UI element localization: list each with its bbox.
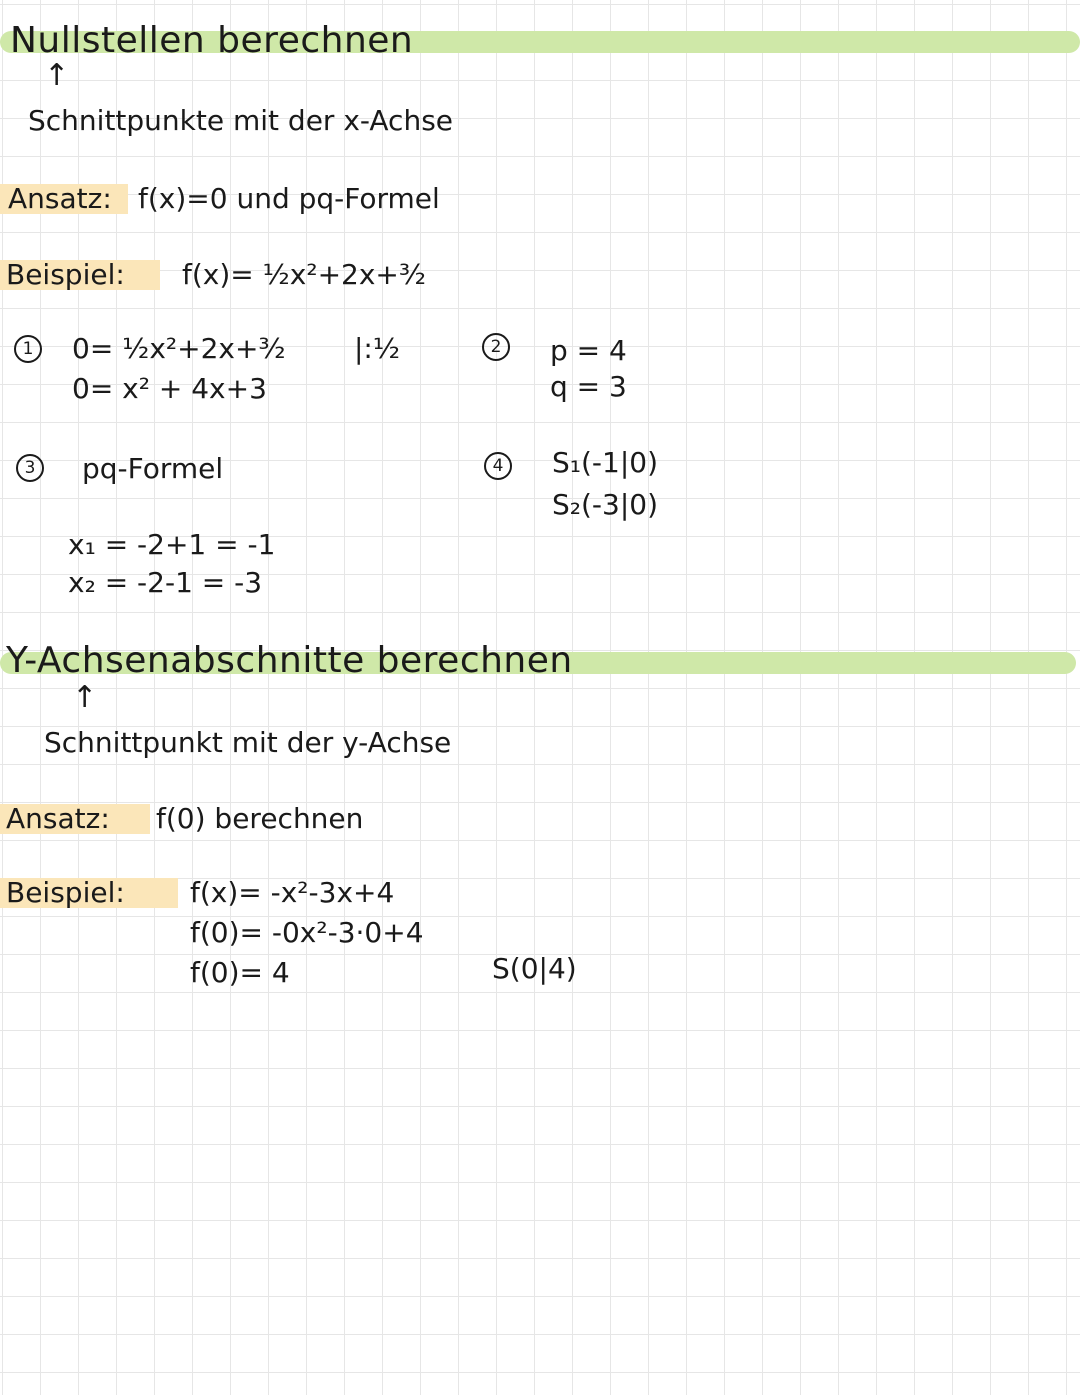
step4-point-1: S₁(-1|0) xyxy=(552,446,659,479)
example2-line2: f(0)= -0x²-3·0+4 xyxy=(190,916,424,949)
step4-point-2: S₂(-3|0) xyxy=(552,488,659,521)
step2-p: p = 4 xyxy=(550,334,627,367)
step3-x1: x₁ = -2+1 = -1 xyxy=(68,528,276,561)
step1-equation-2: 0= x² + 4x+3 xyxy=(72,372,267,405)
up-arrow-icon-2: ↑ xyxy=(72,680,98,715)
step-number-2: 2 xyxy=(482,333,510,361)
section-heading-y-achse: Y-Achsenabschnitte berechnen xyxy=(6,640,573,681)
step3-x2: x₂ = -2-1 = -3 xyxy=(68,566,263,599)
beispiel-label-2: Beispiel: xyxy=(6,876,125,909)
example-function: f(x)= ½x²+2x+³⁄₂ xyxy=(182,258,427,291)
up-arrow-icon: ↑ xyxy=(44,58,70,93)
example2-line3: f(0)= 4 xyxy=(190,956,290,989)
ansatz-label-2: Ansatz: xyxy=(6,802,110,835)
step1-operation: |:½ xyxy=(354,332,401,365)
section-heading-nullstellen: Nullstellen berechnen xyxy=(10,20,414,61)
ansatz-text-2: f(0) berechnen xyxy=(156,802,364,835)
step2-q: q = 3 xyxy=(550,370,627,403)
step-number-3: 3 xyxy=(16,454,44,482)
beispiel-label: Beispiel: xyxy=(6,258,125,291)
step-number-4: 4 xyxy=(484,452,512,480)
step1-equation: 0= ½x²+2x+³⁄₂ xyxy=(72,332,286,365)
subtitle-x-achse: Schnittpunkte mit der x-Achse xyxy=(28,104,454,137)
ansatz-text: f(x)=0 und pq-Formel xyxy=(138,182,440,215)
ansatz-label: Ansatz: xyxy=(8,182,112,215)
step-number-1: 1 xyxy=(14,335,42,363)
y-intercept-point: S(0|4) xyxy=(492,952,577,985)
subtitle-y-achse: Schnittpunkt mit der y-Achse xyxy=(44,726,452,759)
step3-label: pq-Formel xyxy=(82,452,224,485)
example2-line1: f(x)= -x²-3x+4 xyxy=(190,876,395,909)
